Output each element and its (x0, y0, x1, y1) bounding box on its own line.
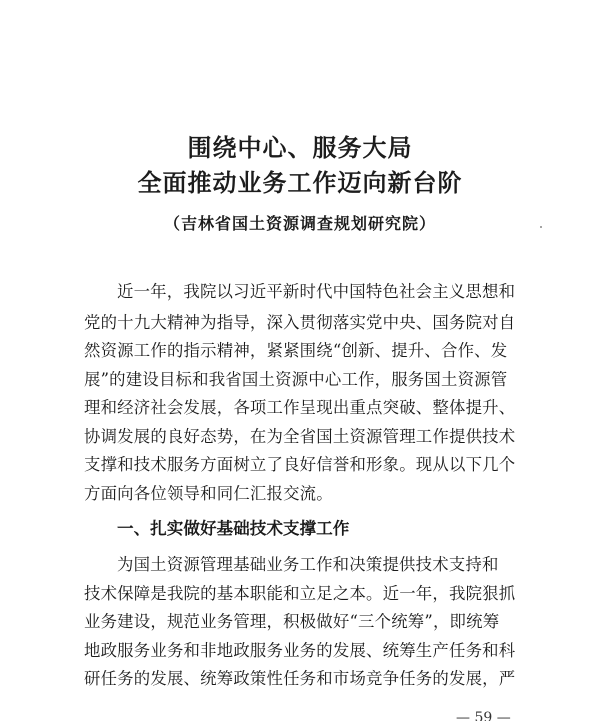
paragraph-1-line: 理和经济社会发展，各项工作呈现出重点突破、整体提升、 (84, 398, 516, 417)
section-heading: 一、扎实做好基础技术支撑工作 (117, 519, 350, 538)
document-title-line-1: 围绕中心、服务大局 (187, 133, 413, 162)
paragraph-1-line: 方面向各位领导和同仁汇报交流。 (84, 484, 333, 503)
paragraph-1-line: 党的十九大精神为指导，深入贯彻落实党中央、国务院对自 (84, 313, 516, 332)
paragraph-1-line: 展”的建设目标和我省国土资源中心工作，服务国土资源管 (84, 370, 508, 389)
page-number: — 59 — (456, 710, 511, 721)
paragraph-1-line: 协调发展的良好态势，在为全省国土资源管理工作提供技术 (84, 427, 516, 446)
paragraph-2-line: 为国土资源管理基础业务工作和决策提供技术支持和 (117, 555, 499, 574)
document-subtitle: （吉林省国土资源调查规划研究院） (163, 214, 436, 233)
paragraph-2-line: 业务建设，规范业务管理，积极做好“三个统筹”，即统筹 (84, 612, 500, 631)
paragraph-2-line: 技术保障是我院的基本职能和立足之本。近一年，我院狠抓 (84, 584, 516, 603)
paragraph-1-line: 近一年，我院以习近平新时代中国特色社会主义思想和 (117, 282, 516, 301)
paragraph-1-line: 然资源工作的指示精神，紧紧围绕“创新、提升、合作、发 (84, 341, 508, 360)
paragraph-2-line: 地政服务业务和非地政服务业务的发展、统筹生产任务和科 (84, 641, 516, 660)
document-title-line-2: 全面推动业务工作迈向新台阶 (137, 168, 463, 197)
paragraph-1-line: 支撑和技术服务方面树立了良好信誉和形象。现从以下几个 (84, 455, 516, 474)
paragraph-2-line: 研任务的发展、统筹政策性任务和市场竞争任务的发展，严 (84, 669, 516, 688)
scan-speck (540, 226, 542, 228)
